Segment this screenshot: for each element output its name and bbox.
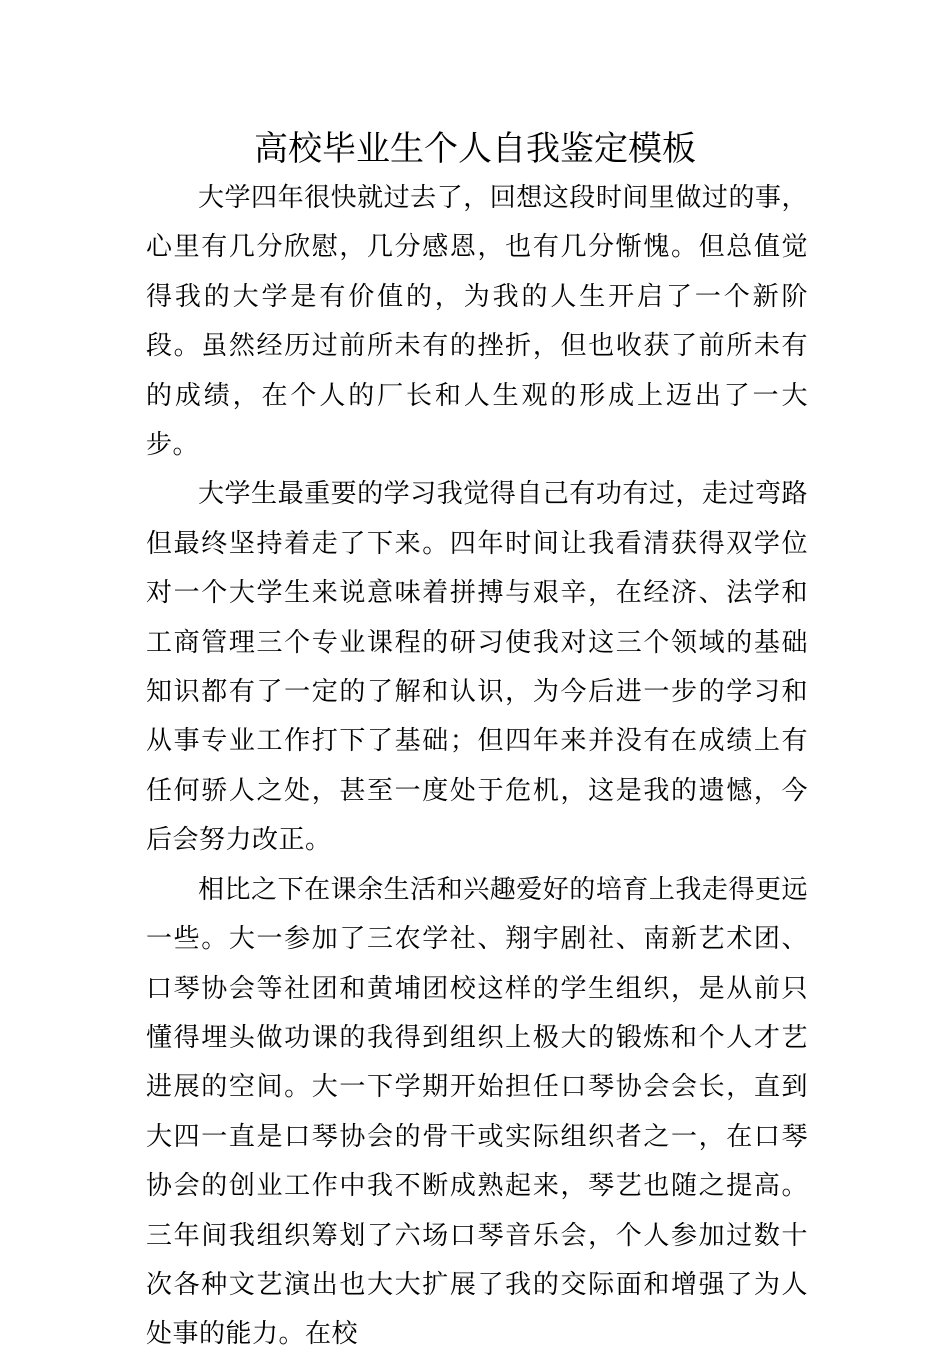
document-title: 高校毕业生个人自我鉴定模板 (254, 129, 696, 169)
paragraph-1: 大学四年很快就过去了，回想这段时间里做过的事，心里有几分欣慰，几分感恩，也有几分惭愧。但总值觉得我的大学是有价值的，为我的人生开启了一个新阶段。虽然经历过前所未有的挫折，但也收获了前所未有的成绩，在个人的厂长和人生观的形成上迈出了一大步。 (146, 183, 808, 461)
paragraph-2: 大学生最重要的学习我觉得自己有功有过，走过弯路但最终坚持着走了下来。四年时间让我看清获得双学位对一个大学生来说意味着拼搏与艰辛，在经济、法学和工商管理三个专业课程的研习使我对这三个领域的基础知识都有了一定的了解和认识，为今后进一步的学习和从事专业工作打下了基础；但四年来并没有在成绩上有任何骄人之处，甚至一度处于危机，这是我的遗憾，今后会努力改正。 (146, 479, 808, 856)
paragraph-3: 相比之下在课余生活和兴趣爱好的培育上我走得更远一些。大一参加了三农学社、翔宇剧社、南新艺术团、口琴协会等社团和黄埔团校这样的学生组织，是从前只懂得埋头做功课的我得到组织上极大的锻炼和个人才艺进展的空间。大一下学期开始担任口琴协会会长，直到大四一直是口琴协会的骨干或实际组织者之一，在口琴协会的创业工作中我不断成熟起来，琴艺也随之提高。三年间我组织筹划了六场口琴音乐会，个人参加过数十次各种文艺演出也大大扩展了我的交际面和增强了为人处事的能力。在校 (146, 874, 808, 1350)
document-body (146, 174, 808, 1360)
